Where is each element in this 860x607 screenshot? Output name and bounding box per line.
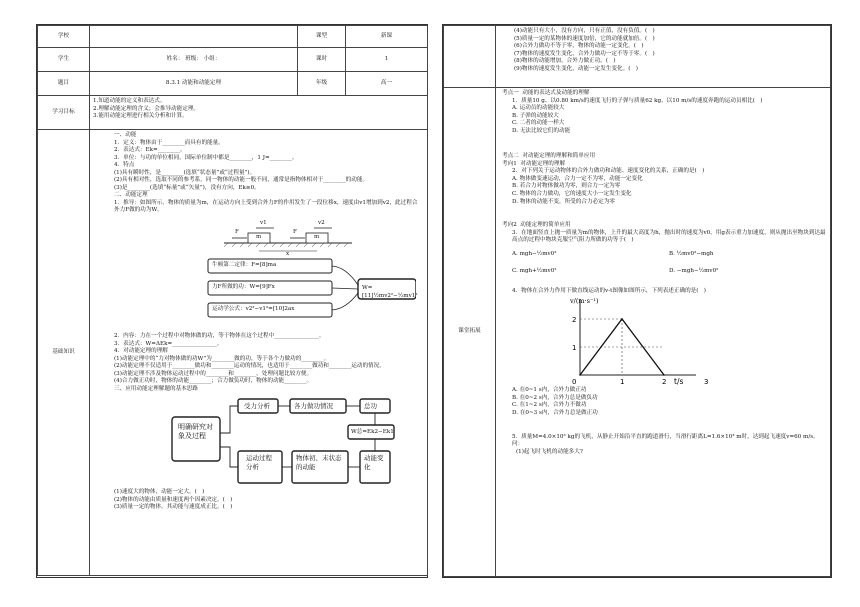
- q2-option: D. 物体的动能不变，所受的合力必定为零: [512, 198, 615, 205]
- student-label: 学生: [38, 48, 90, 72]
- data-point: [579, 375, 581, 377]
- section-title: 二、动能定理: [114, 192, 148, 199]
- q4-option: A. 在0~1 s内，合外力做正功: [512, 387, 587, 394]
- q2-option: C. 物体的合力做功，它的速度大小一定发生变化: [512, 191, 632, 198]
- data-point: [621, 319, 623, 321]
- section1-line: 1．定义：物体由于________而具有的能量。: [114, 139, 224, 146]
- k2-sub2: 考向2 动能定理的简单应用: [502, 222, 571, 229]
- label-m: m: [256, 234, 262, 241]
- q2-option: A. 物体做变速运动，合力一定不为零，动能一定变化: [512, 175, 643, 182]
- class-type-value: 新课: [346, 26, 428, 48]
- y-axis-label: v/(m·s⁻¹): [570, 297, 599, 306]
- section2-line: (1)动能定理中的“力对物体做的功W”为________做的功，等于各个力做功的________。: [114, 355, 330, 362]
- topic-value: 8.3.1 动能和动能定理: [90, 72, 298, 96]
- goal-item: 1.知道动能的定义和表达式。: [93, 98, 166, 104]
- period-label: 课时: [298, 48, 346, 72]
- work-box: 力F所做的功：W=[9]Fx: [212, 284, 275, 291]
- q4-option: D. 在0~3 s内，合外力总是做正功: [512, 410, 598, 417]
- true-false-item: (6)合外力做功不等于零，物体的动能一定变化。( ): [514, 43, 644, 50]
- right-page: [442, 24, 832, 578]
- section1-lines: [114, 140, 423, 193]
- grade-label: 年级: [298, 72, 346, 96]
- flow-total-work: 总功: [364, 402, 377, 411]
- left-page: [36, 24, 428, 578]
- goal-item: 2.理解动能定理的含义；会推导动能定理。: [93, 105, 200, 112]
- true-false-list-cont: [514, 28, 826, 73]
- q4-option: C. 在1~2 s内，合外力不做功: [512, 402, 587, 409]
- question-5: 5．质量M=4.0×10³ kg的飞机，从静止开始沿平直的跑道滑行，当滑行距离L=1.6×10³ m时，达到起飞速度v=60 m/s。问：: [512, 433, 819, 448]
- newton-box: 牛顿第二定律：F=[8]ma: [212, 262, 277, 269]
- q3-option: A. mgh−½mv0²: [512, 250, 557, 257]
- x-tick-label: 3: [704, 378, 709, 387]
- kinematics-box: 运动学公式：v2²−v1²=[10]2ax: [212, 306, 295, 313]
- topic-label: 题目: [38, 72, 90, 96]
- label-F: F: [235, 229, 239, 236]
- section1-line: 2．表达式：Ek=________。: [114, 147, 186, 154]
- section2-line: (3)动能定理不涉及物体运动过程中的________和________，处理问题比较方便。: [114, 370, 313, 377]
- period-value: 1: [346, 48, 428, 72]
- school-label: 学校: [38, 26, 90, 48]
- goals-label: 学习目标: [38, 96, 90, 130]
- q2-options: [502, 176, 826, 206]
- vt-chart: [502, 295, 826, 387]
- flow-main: 明确研究对象及过程: [178, 423, 213, 441]
- question-2: 2．对下列关于运动物体的合外力做功和动能、速度变化的关系，正确的是( ): [512, 168, 705, 175]
- question-5-sub: (1)起飞时飞机的动能多大?: [516, 448, 583, 455]
- flow-formula: W总=Ek2−Ek1: [351, 429, 394, 436]
- q1-option: A. 运动员的动能较大: [512, 105, 565, 112]
- extension-label: 课堂拓展: [444, 88, 496, 577]
- grade-value: 高一: [346, 72, 428, 96]
- q4-option: B. 在0~2 s内，合外力总是做负功: [512, 394, 598, 401]
- x-tick-label: 2: [662, 378, 667, 387]
- x-axis-label: t/s: [674, 377, 684, 387]
- section2-line: 4．对动能定理的理解: [114, 348, 168, 355]
- section2-line: 3．表达式：W=ΔEk=________________。: [114, 340, 223, 347]
- y-tick-label: 2: [572, 316, 577, 325]
- data-point: [663, 375, 665, 377]
- q4-options: [502, 387, 826, 417]
- section2-line: 2．内容：力在一个过程中对物体做的功，等于物体在这个过程中________________。: [114, 333, 325, 340]
- header-table: [37, 25, 428, 576]
- section1-line: 4．特点: [114, 162, 135, 169]
- k1-title: 考点一 动能的表达式及动能的理解: [502, 90, 590, 96]
- true-false-item: (7)物体的速度发生变化，合外力做功一定不等于零。( ): [514, 50, 655, 57]
- vt-chart-svg: [558, 295, 758, 387]
- section2-line: (4)合力做正功时，物体的动能________；合力做负功时，物体的动能________。: [114, 378, 313, 385]
- q3-option: C. mgh+½mv0²: [512, 268, 557, 275]
- true-false-item: (1)速度大的物体，动能一定大。( ): [114, 489, 205, 496]
- flow-figure: [96, 393, 423, 489]
- flow-work: 各力做功情况: [294, 402, 333, 411]
- section1-line: (3)是________(选填“标量”或“矢量”)，没有方向，Ek≥0。: [114, 184, 260, 191]
- k2-title: 考点二 对动能定理的理解和简单应用: [502, 153, 596, 160]
- section-title: 一、动能: [114, 132, 137, 138]
- q3-option: D. −mgh−½mv0²: [669, 268, 719, 275]
- basics-label: 基础知识: [38, 130, 90, 576]
- class-type-label: 课型: [298, 26, 346, 48]
- true-false-list: [96, 489, 423, 512]
- flow-force-analysis: 受力分析: [244, 402, 270, 411]
- section1-line: (1)具有瞬时性，是________(选填“状态量”或“过程量”)。: [114, 169, 256, 176]
- true-false-item: (5)质量一定的某物体的速度加倍，它的动能就加倍。( ): [514, 35, 655, 42]
- x-tick-label: 0: [572, 378, 577, 387]
- true-false-item: (8)物体的动能增加，合外力做正功。( ): [514, 58, 616, 65]
- section1-line: 3．单位：与功的单位相同，国际单位制中都是________，1 J=________。: [114, 154, 298, 161]
- true-false-item: (3)质量一定的物体，其动能与速度成正比。( ): [114, 504, 233, 511]
- label-x: x: [286, 251, 290, 258]
- derivation-figure: [96, 217, 423, 333]
- true-false-item: (9)物体的速度发生变化，动能一定发生变化。( ): [514, 65, 638, 72]
- q1-option: B. 子弹的动能较大: [512, 112, 559, 119]
- section2-line: (2)动能定理不仅适用于________做功和________运动的情况，也适用于________做功和________运动的情况。: [114, 363, 385, 370]
- goal-item: 3.能用动能定理进行相关分析和计算。: [93, 113, 188, 120]
- flow-motion: 运动过程分析: [246, 454, 272, 472]
- name-line[interactable]: 姓名： 班级： 小组：: [90, 48, 298, 72]
- x-tick-label: 1: [620, 378, 625, 387]
- q1-option: C. 二者的动能一样大: [512, 120, 565, 127]
- label-m2: m: [314, 234, 320, 241]
- question-1: 1．质量10 g、以0.80 km/s的速度飞行的子弹与质量62 kg、以10 m/s的速度奔跑的运动员相比( ): [512, 97, 763, 104]
- true-false-item: (4)动能只有大小，没有方向，只有正值，没有负值。( ): [514, 28, 655, 34]
- y-tick-label: 1: [572, 344, 577, 353]
- q3-option: B. ½mv0²−mgh: [669, 250, 714, 257]
- question-3: 3．在地面竖直上抛一质量为m的物体，上升的最大高度为h，抛出时的速度为v0，用g表示重力加速度，则从抛出至物块到达最高点的过程中物块克服空气阻力所做的功等于( ): [512, 229, 826, 244]
- question-4: 4．物体在合外力作用下做直线运动的v-t图像如图所示，下列表述正确的是( ): [512, 287, 706, 294]
- section2-intro: 1．推导：如图所示，物体的质量为m，在运动方向上受到合外力F的作用发生了一段位移x，速度由v1增加到v2，此过程合外力F做的功为W。: [114, 199, 418, 214]
- true-false-item: (2)物体的动能由质量和速度两个因素决定。( ): [114, 496, 233, 503]
- section1-line: (2)具有相对性，选取不同的参考系，同一物体的动能一般不同，通常是指物体相对于________的动能。: [114, 177, 369, 184]
- result-box: W=[11]½mv2²−½mv1²: [362, 285, 418, 299]
- q2-option: B. 若合力对物体做功为零，则合力一定为零: [512, 183, 621, 190]
- label-F2: F: [293, 229, 297, 236]
- flow-change: 动能变化: [364, 454, 384, 472]
- k2-sub1: 考向1 对动能定理的理解: [502, 160, 566, 167]
- q1-option: D. 无法比较它们的动能: [512, 127, 571, 134]
- flow-states: 物体初、末状态的动能: [296, 454, 342, 472]
- section2-lines: [114, 333, 423, 386]
- school-value[interactable]: [90, 26, 298, 48]
- q1-options: [502, 105, 826, 135]
- label-v1: v1: [260, 220, 267, 227]
- section-title: 三、应用动能定理解题的基本思路: [114, 385, 198, 392]
- label-v2: v2: [318, 220, 325, 227]
